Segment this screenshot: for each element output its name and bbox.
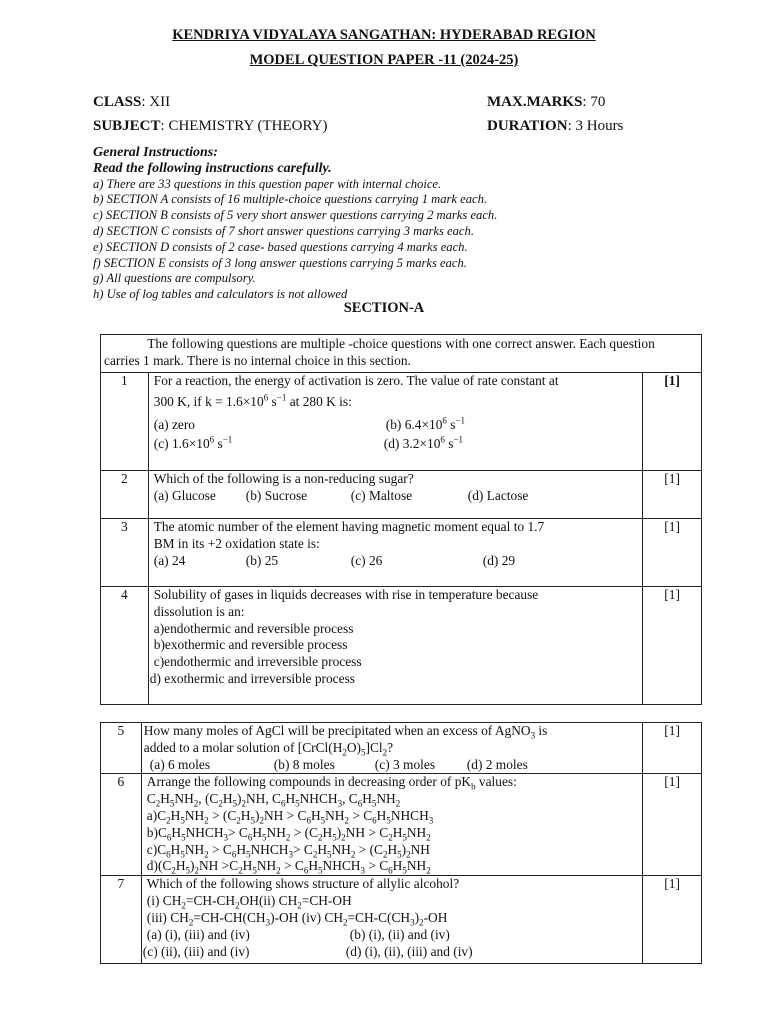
question-row-3 xyxy=(101,519,702,587)
question-row-2 xyxy=(101,471,702,519)
question-number: 5 xyxy=(101,723,142,774)
option-d: (d) 29 xyxy=(482,552,516,568)
question-row-6 xyxy=(101,774,702,876)
question-number: 4 xyxy=(101,587,149,705)
class-value: : XII xyxy=(141,94,171,110)
option-a: (a) Glucose xyxy=(153,487,216,503)
question-marks: [1] xyxy=(643,519,702,587)
question-text xyxy=(141,723,642,774)
q1-line1: For a reaction, the energy of activation is zero. The value of rate constant at xyxy=(153,373,559,388)
max-marks-value: : 70 xyxy=(582,94,606,110)
question-marks: [1] xyxy=(643,774,702,876)
q5-line1: How many moles of AgCl will be precipitated when an excess of AgNO$_3$ is xyxy=(143,723,548,741)
option-a: a)endothermic and reversible process xyxy=(153,620,354,636)
subject-value: : CHEMISTRY (THEORY) xyxy=(160,118,328,134)
question-text xyxy=(148,587,642,705)
q5-options xyxy=(144,757,642,774)
q3-line1: The atomic number of the element having magnetic moment equal to 1.7 xyxy=(153,519,545,534)
question-text xyxy=(141,774,642,876)
q6-line1: Arrange the following compounds in decreasing order of $pK_b$ values: xyxy=(146,774,517,793)
question-number: 3 xyxy=(101,519,149,587)
instruction-item: d) SECTION C consists of 7 short answer questions carrying 3 marks each. xyxy=(93,223,474,238)
question-number: 7 xyxy=(101,876,142,964)
instruction-item: g) All questions are compulsory. xyxy=(93,271,256,286)
instruction-item: a) There are 33 questions in this question paper with internal choice. xyxy=(93,176,442,191)
general-instructions xyxy=(93,145,497,303)
question-marks: [1] xyxy=(643,723,702,774)
q6-compounds: $C_2H_5NH_2$, $(C_2H_5)_2NH$, $C_6H_5NHCH_3$, $C_6H_5NH_2$ xyxy=(146,791,401,809)
q3-line2: BM in its +2 oxidation state is: xyxy=(153,535,320,551)
instruction-item: h) Use of log tables and calculators is not allowed xyxy=(93,287,348,302)
question-text xyxy=(141,876,642,964)
q7-line3: (iii) $CH_2=CH-CH(CH_3)-OH$ (iv) $CH_2=CH-C(CH_3)_2-OH$ xyxy=(146,909,448,928)
question-marks: [1] xyxy=(643,471,702,519)
instructions-subtitle: Read the following instructions carefully. xyxy=(93,160,332,176)
option-b: $b)C_6H_5NHCH_3> C_6H_5NH_2 > (C_2H_5)_2NH > C_2H_5NH_2$ xyxy=(146,824,431,843)
option-a: (a) zero xyxy=(153,416,196,432)
q7-line2: (i) $CH_2=CH-CH_2OH(ii)$ $CH_2=CH-OH$ xyxy=(146,893,352,911)
instruction-item: f) SECTION E consists of 3 long answer questions carrying 5 marks each. xyxy=(93,255,467,270)
duration-label: DURATION xyxy=(487,118,568,134)
option-c: (c) Maltose xyxy=(350,487,413,503)
option-a: (a) (i), (iii) and (iv) xyxy=(146,926,250,942)
question-marks: [1] xyxy=(643,587,702,705)
intro-line: The following questions are multiple -choice questions with one correct answer. Each question xyxy=(147,336,655,351)
instruction-item: e) SECTION D consists of 2 case- based questions carrying 4 marks each. xyxy=(93,239,468,254)
option-b: (b) Sucrose xyxy=(245,487,308,503)
q4-line2: dissolution is an: xyxy=(153,603,245,619)
option-c: c)endothermic and irreversible process xyxy=(153,654,362,670)
question-text xyxy=(148,519,642,587)
q1-options-cd xyxy=(154,436,642,453)
question-row-7 xyxy=(101,876,702,964)
question-row-4 xyxy=(101,587,702,705)
option-d: (d) $3.2\times 10^6$ $s^{-1}$ xyxy=(383,434,464,452)
instruction-item: c) SECTION B consists of 5 very short answer questions carrying 2 marks each. xyxy=(93,208,498,223)
option-c: $c)C_6H_5NH_2$ > $C_6H_5NHCH_3> C_2H_5NH_2 > (C_2H_5)_2NH$ xyxy=(146,841,430,860)
q7-line1: Which of the following shows structure of allylic alcohol? xyxy=(146,876,460,892)
question-marks: [1] xyxy=(643,876,702,964)
max-marks-label: MAX.MARKS xyxy=(487,94,583,110)
option-b: (b) $6.4\times 10^6$ $s^{-1}$ xyxy=(385,415,466,432)
q5-line2: added to a molar solution of $[CrCl(H_2O)_5]Cl_2$? xyxy=(143,739,394,758)
question-row-5 xyxy=(101,723,702,774)
option-a: (a) 24 xyxy=(153,552,186,568)
question-text xyxy=(148,471,642,519)
intro-line: carries 1 mark. There is no internal choice in this section. xyxy=(104,352,411,368)
question-row-1 xyxy=(101,373,702,471)
question-marks: [1] xyxy=(643,373,702,471)
option-d: (d) Lactose xyxy=(467,487,529,503)
duration-value: : 3 Hours xyxy=(567,118,624,134)
org-heading: KENDRIYA VIDYALAYA SANGATHAN: HYDERABAD REGION xyxy=(172,27,596,43)
question-number: 1 xyxy=(101,373,149,471)
subject-label: SUBJECT xyxy=(93,118,161,134)
option-b: (b) 25 xyxy=(245,552,279,568)
option-b: b)exothermic and reversible process xyxy=(153,637,348,653)
option-c: (c) $1.6\times 10^6$ $s^{-1}$ xyxy=(153,434,233,452)
duration-info xyxy=(487,118,623,135)
option-c: (c) 3 moles xyxy=(374,756,436,772)
section-intro xyxy=(101,335,702,373)
class-label: CLASS xyxy=(93,94,142,110)
question-number: 2 xyxy=(101,471,149,519)
option-d: (d) (i), (ii), (iii) and (iv) xyxy=(345,943,473,959)
option-d: (d) 2 moles xyxy=(466,756,528,772)
q2-line1: Which of the following is a non-reducing sugar? xyxy=(153,471,414,486)
q7-options-cd xyxy=(143,944,642,961)
q2-options xyxy=(154,488,642,505)
class-info xyxy=(93,94,170,111)
question-number: 6 xyxy=(101,774,142,876)
questions-table-1 xyxy=(100,334,702,705)
instructions-title: General Instructions: xyxy=(93,145,218,160)
q3-options xyxy=(154,553,642,570)
q7-options-ab xyxy=(147,927,642,944)
max-marks-info xyxy=(487,94,605,111)
section-title: SECTION-A xyxy=(343,300,425,316)
q1-options-ab xyxy=(154,417,642,434)
questions-table-2 xyxy=(100,722,702,964)
option-c: (c) 26 xyxy=(350,552,383,568)
section-intro-row xyxy=(101,335,702,373)
option-d: d) exothermic and irreversible process xyxy=(149,670,355,686)
option-c: (c) (ii), (iii) and (iv) xyxy=(142,943,250,959)
option-b: (b) 8 moles xyxy=(273,756,335,772)
q1-line2: 300 K, if $k = 1.6\times 10^6$ $s^{-1}$ at 280 K is: xyxy=(153,392,352,409)
option-a: $a)C_2H_5NH_2 > (C_2H_5)_2NH > C_6H_5NH_2$ > $C_6H_5NHCH_3$ xyxy=(146,807,434,826)
paper-heading: MODEL QUESTION PAPER -11 (2024-25) xyxy=(249,52,519,68)
instruction-item: b) SECTION A consists of 16 multiple-choice questions carrying 1 mark each. xyxy=(93,192,488,207)
option-d: $d)(C_2H_5)_2NH >C_2H_5NH_2$ > $C_6H_5NHCH_3 > C_6H_5NH_2$ xyxy=(146,858,431,877)
option-b: (b) (i), (ii) and (iv) xyxy=(349,926,450,942)
option-a: (a) 6 moles xyxy=(149,756,211,772)
q4-line1: Solubility of gases in liquids decreases with rise in temperature because xyxy=(153,587,539,602)
subject-info xyxy=(93,118,327,135)
question-text xyxy=(148,373,642,471)
